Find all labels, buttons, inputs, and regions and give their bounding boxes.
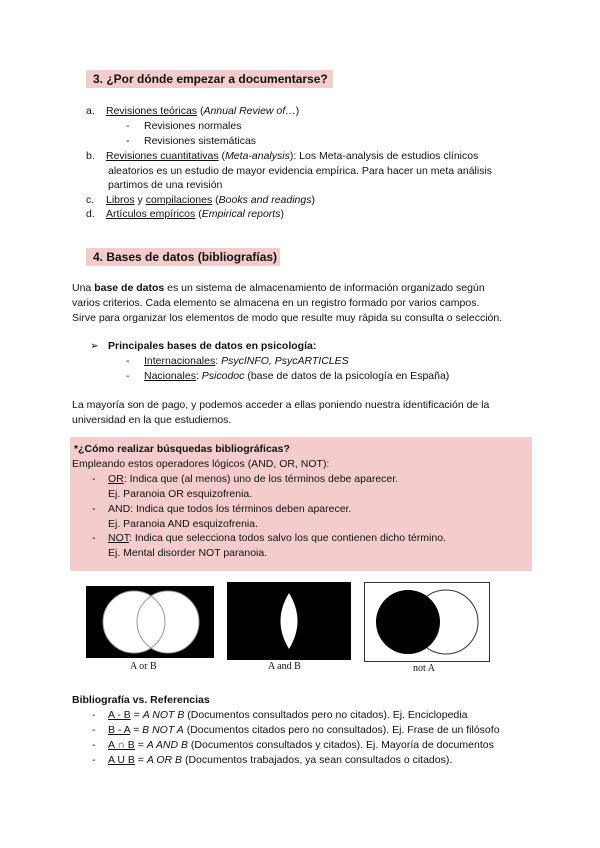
list-item-d: d. Artículos empíricos (Empirical reports) [86,208,284,220]
biblio-item: - A U B = A OR B (Documentos trabajados, ya sean consultados o citados). [92,754,453,766]
section3-heading: 3. ¿Por dónde empezar a documentarse? [93,72,328,86]
operator-and-item: - AND: Indica que todos los términos deben aparecer. [92,503,352,515]
venn-not-caption: not A [413,663,435,674]
sub-item: - Revisiones normales [126,120,242,132]
list-item-b-line3: partimos de una revisión [108,179,223,191]
biblio-item: - A - B = A NOT B (Documentos consultados pero no citados). Ej. Enciclopedia [92,709,468,721]
internacionales-item: - Internacionales: PsycINFO, PsycARTICLES [126,355,349,367]
paragraph-line: varios criterios. Cada elemento se almacena en un registro formado por varios campos. [72,297,480,309]
paragraph-line: Sirve para organizar los elementos de modo que resulte muy rápida su consulta o selección. [72,312,503,324]
paragraph-pago: La mayoría son de pago, y podemos acceder a ellas poniendo nuestra identificación de la [72,399,490,411]
search-box-intro: Empleando estos operadores lógicos (AND, OR, NOT): [72,458,330,470]
biblio-title: Bibliografía vs. Referencias [72,694,210,706]
venn-or-caption: A or B [130,661,157,672]
venn-not-diagram [364,582,490,662]
list-item-c: c. Libros y compilaciones (Books and readings) [86,194,315,206]
paragraph-pago-line2: universidad en la que estudiemos. [72,414,232,426]
venn-and-caption: A and B [268,661,301,672]
operator-or-example: Ej. Paranoia OR esquizofrenia. [108,488,253,500]
operator-and-example: Ej. Paranoia AND esquizofrenia. [108,518,258,530]
paragraph-base-de-datos: Una base de datos es un sistema de almacenamiento de información organizado según [72,282,485,294]
revisiones-teoricas-link[interactable]: Revisiones teóricas [106,105,198,117]
arrow-bullet-icon: ➢ [90,340,99,352]
operator-not-example: Ej. Mental disorder NOT paranoia. [108,547,268,559]
list-item-b: b. Revisiones cuantitativas (Meta-analysis): Los Meta-analysis de estudios clínicos [86,150,479,162]
venn-or-diagram [86,586,214,662]
search-box-title: *¿Cómo realizar búsquedas bibliográficas? [74,443,290,455]
principales-bases-item: ➢ Principales bases de datos en psicología: [90,340,317,352]
section4-heading: 4. Bases de datos (bibliografías) [93,250,278,264]
sub-item: - Revisiones sistemáticas [126,135,257,147]
articulos-empiricos-link[interactable]: Artículos empíricos [106,208,196,220]
libros-link[interactable]: Libros [106,194,135,206]
biblio-item: - B - A = B NOT A (Documentos citados pero no consultados). Ej. Frase de un filósofo [92,724,500,736]
operator-or-item: - OR: Indica que (al menos) uno de los términos debe aparecer. [92,473,399,485]
nacionales-link[interactable]: Nacionales [144,370,196,382]
compilaciones-link[interactable]: compilaciones [145,194,213,206]
list-item-b-line2: aleatorios es un estudio de mayor evidencia empírica. Para hacer un meta análisis [108,165,493,177]
venn-and-diagram [227,582,351,660]
list-item-a: a. Revisiones teóricas (Annual Review of…) [86,105,300,117]
internacionales-link[interactable]: Internacionales [144,355,216,367]
revisiones-cuantitativas-link[interactable]: Revisiones cuantitativas [106,150,219,162]
biblio-item: - A ∩ B = A AND B (Documentos consultados y citados). Ej. Mayoría de documentos [92,739,494,751]
operator-not-item: - NOT: Indica que selecciona todos salvo los que contienen dicho término. [92,532,446,544]
nacionales-item: - Nacionales: Psicodoc (base de datos de la psicología en España) [126,370,450,382]
